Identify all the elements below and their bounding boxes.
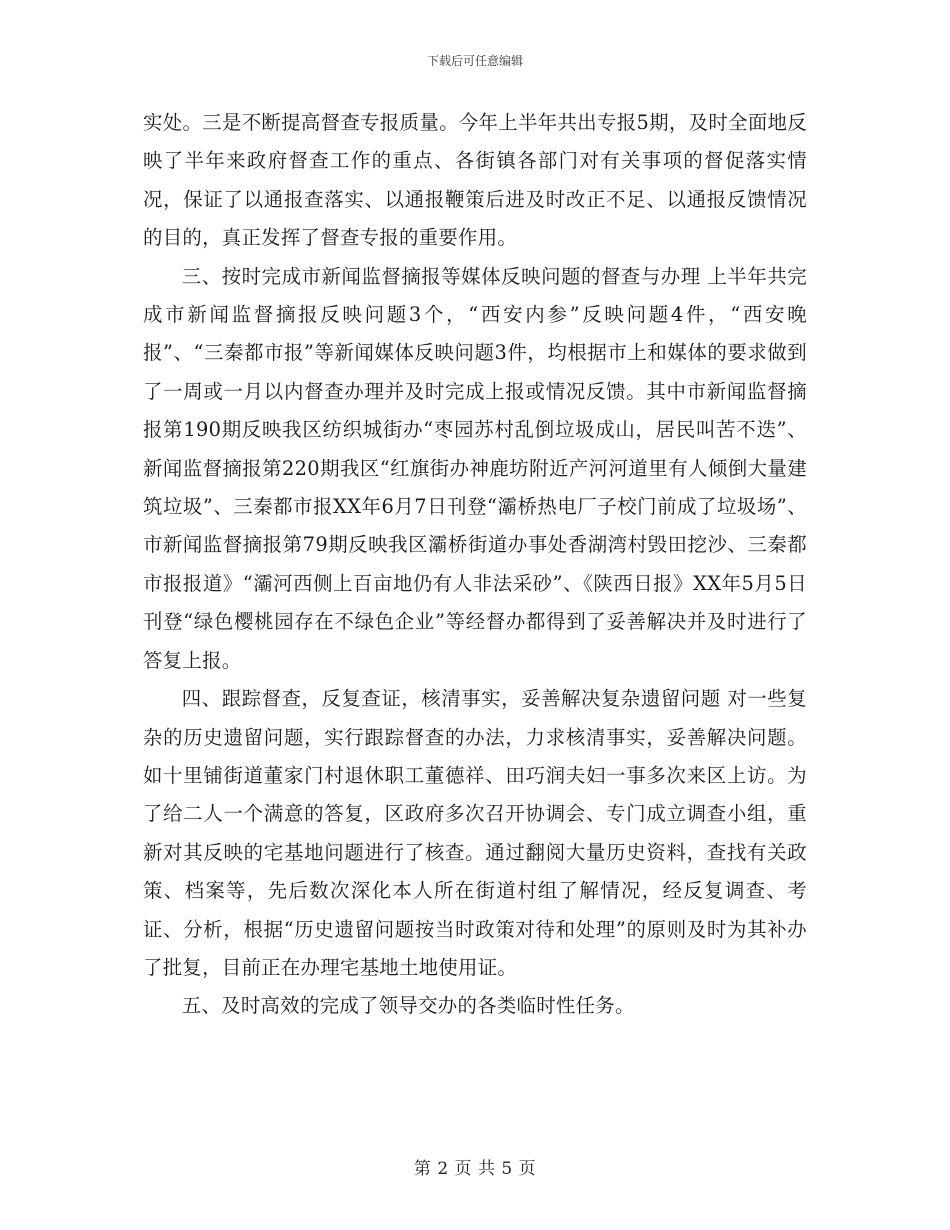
paragraph: 五、及时高效的完成了领导交办的各类临时性任务。	[181, 994, 635, 1018]
page-footer	[0, 1154, 950, 1179]
paragraph: 三、按时完成市新闻监督摘报等媒体反映问题的督查与办理 上半年共完成市新闻监督摘报反映问题3个，“西安内参”反映问题4件，“西安晚报”、“三秦都市报”等新闻媒体反映问题3件，均根据市上和媒体的要求做到了一周或一月以内督查办理并及时完成上报或情况反馈。其中市新闻监督摘报第190期反映我区纺织城街办“枣园苏村乱倒垃圾成山，居民叫苦不迭”、新闻监督摘报第220期我区“红旗街办神鹿坊附近产河河道里有人倾倒大量建筑垃圾”、三秦都市报XX年6月7日刊登“灞桥热电厂子校门前成了垃圾场”、市新闻监督摘报第79期反映我区灞桥街道办事处香湖湾村毁田挖沙、三秦都市报报道》“灞河西侧上百亩地仍有人非法采砂”、《陕西日报》XX年5月5日刊登“绿色樱桃园存在不绿色企业”等经督办都得到了妥善解决并及时进行了答复上报。	[143, 264, 807, 672]
paragraph: 实处。三是不断提高督查专报质量。今年上半年共出专报5期，及时全面地反映了半年来政府督查工作的重点、各街镇各部门对有关事项的督促落实情况，保证了以通报查落实、以通报鞭策后进及时改正不足、以通报反馈情况的目的，真正发挥了督查专报的重要作用。	[143, 111, 807, 250]
paragraph: 四、跟踪督查，反复查证，核清事实，妥善解决复杂遗留问题 对一些复杂的历史遗留问题，实行跟踪督查的办法，力求核清事实，妥善解决问题。如十里铺街道董家门村退休职工董德祥、田巧润夫妇一事多次来区上访。为了给二人一个满意的答复，区政府多次召开协调会、专门成立调查小组，重新对其反映的宅基地问题进行了核查。通过翻阅大量历史资料，查找有关政策、档案等，先后数次深化本人所在街道村组了解情况，经反复调查、考证、分析，根据“历史遗留问题按当时政策对待和处理”的原则及时为其补办了批复，目前正在办理宅基地土地使用证。	[143, 687, 807, 979]
page-number: 第 2 页 共 5 页	[413, 1159, 537, 1179]
document-body	[143, 104, 807, 1026]
page-header: 下载后可任意编辑	[426, 54, 523, 68]
